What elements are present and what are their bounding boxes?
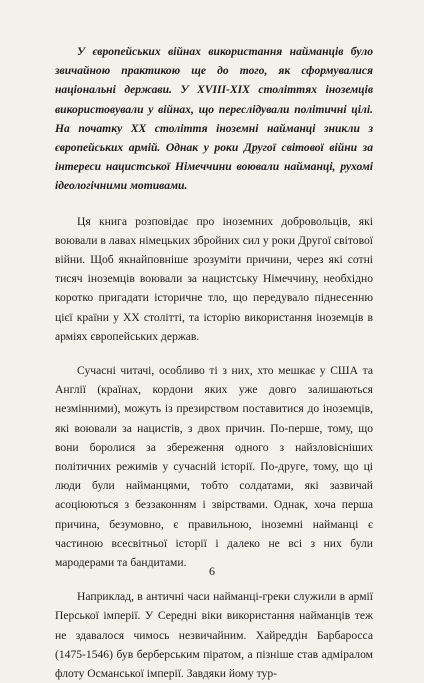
- body-paragraph: Ця книга розповідає про іноземних добровольців, які воювали в лавах німецьких збройних сил у роки Другої світової війни. Щоб якнайповніше зрозуміти причини, через які сотні тисяч іноземців воювали за нацистську Німеччину, необхідно коротко пригадати історичне тло, що передувало піднесенню цієї країни у XX столітті, та історію використання іноземців в арміях європейських держав.: [55, 214, 373, 343]
- body-paragraph: Наприклад, в античні часи найманці-греки служили в армії Перської імперії. У Середні віки використання найманців теж не здавалося чимось незвичайним. Хайреддін Барбаросса (1475-1546) був берберським піратом, а пізніше став адміралом флоту Османської імперії. Завдяки йому тур-: [55, 590, 373, 681]
- page-number: 6: [209, 564, 215, 578]
- intro-paragraph: У європейських війнах використання найманців було звичайною практикою ще до того, як сформувалися національні держави. У XVIII-XIX століттях іноземців використовували у війнах, що переслідували політичні цілі. На початку XX століття іноземні найманці зникли з європейських армій. Однак у роки Другої світової війни за інтереси нацистської Німеччини воювали найманці, рухомі ідеологічними мотивами.: [55, 45, 373, 193]
- body-paragraph: Сучасні читачі, особливо ті з них, хто мешкає у США та Англії (країнах, кордони яких уже довго залишаються незмінними), можуть із презирством поставитися до іноземців, які воювали за нацистів, з двох причин. По-перше, тому, що вони боролися за збереження одного з найзловісніших політичних режимів у сучасній історії. По-друге, тому, що ці люди були найманцями, тобто солдатами, які зазвичай асоціюються з беззаконням і звірствами. Однак, хоча перша причина, безумовно, є правильною, іноземні найманці є частиною всесвітньої історії і далеко не всі з них були мародерами та бандитами.: [55, 364, 373, 570]
- page-content: [55, 42, 373, 683]
